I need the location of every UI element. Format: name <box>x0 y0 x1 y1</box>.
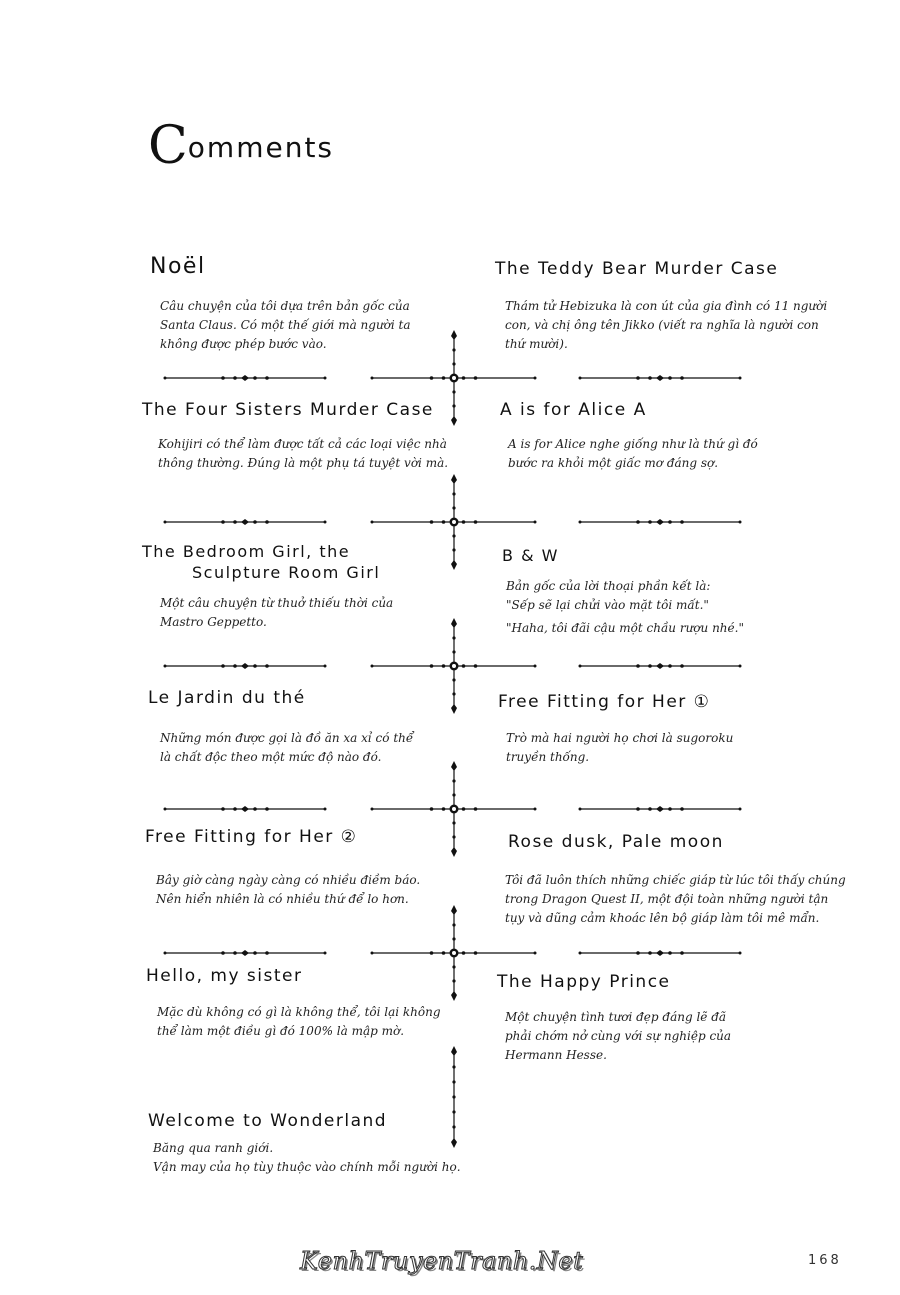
divider-dot <box>462 520 466 524</box>
divider-diamond <box>241 806 249 812</box>
comment-line: Bây giờ càng ngày càng có nhiều điềm báo. <box>156 873 421 887</box>
divider-diamond <box>656 806 664 812</box>
divider-dot <box>430 376 434 380</box>
comment-title: A is for Alice A <box>500 400 647 420</box>
comment-text <box>505 871 846 928</box>
divider-dot <box>164 521 167 524</box>
divider-diamond <box>451 618 457 628</box>
comment-line: Mastro Geppetto. <box>160 615 267 629</box>
divider-dot <box>452 1110 455 1113</box>
comment-line: Trò mà hai người họ chơi là sugoroku <box>506 731 734 745</box>
divider-dot <box>452 534 455 537</box>
comment-line: Tôi đã luôn thích những chiếc giáp từ lúc tôi thấy chúng <box>505 873 846 887</box>
divider-dot <box>534 808 537 811</box>
divider-dot <box>452 979 455 982</box>
divider-dot <box>442 376 446 380</box>
divider-dot <box>636 951 640 955</box>
divider-dot <box>452 1095 455 1098</box>
comment-title-line: The Bedroom Girl, the <box>142 542 351 561</box>
comment-line: phải chớm nở cùng với sự nghiệp của <box>505 1029 732 1043</box>
divider-dot <box>534 521 537 524</box>
comment-line: Vận may của họ tùy thuộc vào chính mỗi người họ. <box>153 1160 461 1174</box>
divider-diamond <box>451 1046 457 1056</box>
divider-dot <box>636 807 640 811</box>
divider-dot <box>324 377 327 380</box>
divider-diamond <box>451 761 457 771</box>
comment-text <box>160 729 413 767</box>
comment-line: "Sếp sẽ lại chửi vào mặt tôi mất." <box>506 598 709 612</box>
divider-dot <box>265 376 269 380</box>
comment-text <box>157 1003 441 1041</box>
divider-diamond <box>241 519 249 525</box>
comment-title: The Teddy Bear Murder Case <box>495 259 779 279</box>
divider-dot <box>636 520 640 524</box>
comment-line: Kohijiri có thể làm được tất cả các loại việc nhà <box>158 437 447 451</box>
divider-dot <box>430 520 434 524</box>
comment-line: Bản gốc của lời thoại phần kết là: <box>506 579 711 593</box>
divider-dot <box>233 951 237 955</box>
comment-title: Free Fitting for Her ② <box>145 827 358 847</box>
divider-dot <box>534 665 537 668</box>
divider-dot <box>371 952 374 955</box>
divider-dot <box>579 665 582 668</box>
divider-dot <box>371 665 374 668</box>
divider-dot <box>452 965 455 968</box>
divider-dot <box>452 548 455 551</box>
divider-dot <box>253 951 257 955</box>
divider-dot <box>579 808 582 811</box>
divider-dot <box>739 521 742 524</box>
divider-knot <box>450 949 459 958</box>
divider-dot <box>442 664 446 668</box>
divider-dot <box>534 952 537 955</box>
divider-diamond <box>451 991 457 1001</box>
divider-dot <box>534 377 537 380</box>
comment-text <box>158 435 448 473</box>
divider-dot <box>452 678 455 681</box>
divider-diamond <box>450 806 458 812</box>
comment-line: Những món được gọi là đồ ăn xa xỉ có thể <box>160 731 414 745</box>
divider-dot <box>430 807 434 811</box>
divider-dot <box>474 807 478 811</box>
divider-dot <box>462 664 466 668</box>
comment-line: Santa Claus. Có một thế giới mà người ta <box>160 318 411 332</box>
comment-line: trong Dragon Quest II, một đội toàn những người tận <box>505 892 829 906</box>
comment-line: Hermann Hesse. <box>505 1048 607 1062</box>
comment-text <box>505 297 827 354</box>
divider-dot <box>579 952 582 955</box>
comment-title: Rose dusk, Pale moon <box>508 832 724 852</box>
divider-dot <box>579 377 582 380</box>
divider-dot <box>680 664 684 668</box>
divider-dot <box>371 808 374 811</box>
divider-dot <box>371 521 374 524</box>
divider-dot <box>430 951 434 955</box>
divider-dot <box>324 808 327 811</box>
divider-dot <box>324 952 327 955</box>
comment-line: Thám tử Hebizuka là con út của gia đình có 11 người <box>505 299 828 313</box>
page-title <box>148 116 334 176</box>
divider-knot <box>450 518 459 527</box>
comment-text <box>508 435 758 473</box>
divider-diamond <box>451 560 457 570</box>
divider-dot <box>233 520 237 524</box>
comment-line: Một câu chuyện từ thuở thiếu thời của <box>160 596 394 610</box>
divider-dot <box>474 520 478 524</box>
divider-dot <box>442 520 446 524</box>
divider-dot <box>452 636 455 639</box>
divider-dot <box>474 376 478 380</box>
divider-diamond <box>451 330 457 340</box>
comment-line: bước ra khỏi một giấc mơ đáng sợ. <box>508 456 719 470</box>
divider-dot <box>648 807 652 811</box>
divider-dot <box>371 377 374 380</box>
comment-text <box>156 871 420 909</box>
divider-diamond <box>450 950 458 956</box>
divider-dot <box>739 808 742 811</box>
comment-title: B & W <box>502 546 559 565</box>
divider-dot <box>452 506 455 509</box>
divider-dot <box>636 664 640 668</box>
divider-diamond <box>451 474 457 484</box>
divider-dot <box>164 808 167 811</box>
divider-dot <box>324 521 327 524</box>
comment-line: Nên hiển nhiên là có nhiều thứ để lo hơn. <box>156 892 409 906</box>
divider-dot <box>265 520 269 524</box>
divider-dot <box>452 1080 455 1083</box>
divider-dot <box>452 692 455 695</box>
divider-diamond <box>450 519 458 525</box>
comment-title: Free Fitting for Her ① <box>498 692 711 712</box>
divider-dot <box>452 650 455 653</box>
divider-dot <box>221 664 225 668</box>
divider-dot <box>474 951 478 955</box>
comment-line: Câu chuyện của tôi dựa trên bản gốc của <box>160 299 410 313</box>
divider-dot <box>739 665 742 668</box>
divider-dot <box>164 665 167 668</box>
divider-dot <box>452 348 455 351</box>
divider-dot <box>430 664 434 668</box>
divider-dot <box>452 492 455 495</box>
comment-line: tụy và dũng cảm khoác lên bộ giáp làm tôi mê mẩn. <box>505 911 820 925</box>
comment-line: con, và chị ông tên Jikko (viết ra nghĩa là người con <box>505 318 819 332</box>
divider-dot <box>233 807 237 811</box>
divider-dot <box>668 664 672 668</box>
divider-knot <box>452 376 456 380</box>
divider-dot <box>680 807 684 811</box>
divider-dot <box>474 664 478 668</box>
comment-text <box>160 297 411 354</box>
divider-dot <box>221 807 225 811</box>
comment-title-line: Sculpture Room Girl <box>192 563 381 582</box>
comment-line: thứ mười). <box>505 337 568 351</box>
comment-line: truyền thống. <box>506 750 590 764</box>
divider-dot <box>579 521 582 524</box>
divider-dot <box>452 390 455 393</box>
divider-dot <box>668 951 672 955</box>
comment-text <box>506 577 744 638</box>
divider-dot <box>452 793 455 796</box>
divider-dot <box>680 951 684 955</box>
divider-dot <box>452 1065 455 1068</box>
comment-text <box>506 729 733 767</box>
comment-line: Mặc dù không có gì là không thể, tôi lại không <box>157 1005 441 1019</box>
divider-dot <box>221 951 225 955</box>
divider-knot <box>452 664 456 668</box>
divider-dot <box>164 377 167 380</box>
comment-text <box>505 1008 731 1065</box>
divider-diamond <box>451 847 457 857</box>
comment-title: Welcome to Wonderland <box>148 1111 388 1131</box>
divider-dot <box>668 376 672 380</box>
divider-dot <box>442 807 446 811</box>
divider-dot <box>265 951 269 955</box>
divider-dot <box>442 951 446 955</box>
divider-dot <box>452 362 455 365</box>
divider-diamond <box>451 704 457 714</box>
comment-text <box>153 1139 461 1177</box>
divider-dot <box>648 520 652 524</box>
divider-diamond <box>241 375 249 381</box>
divider-diamond <box>656 950 664 956</box>
comment-line: A is for Alice nghe giống như là thứ gì đó <box>508 437 758 451</box>
divider-dot <box>668 807 672 811</box>
divider-dot <box>452 404 455 407</box>
comment-line: là chất độc theo một mức độ nào đó. <box>160 750 382 764</box>
divider-dot <box>452 779 455 782</box>
comment-line: "Haha, tôi đãi cậu một chầu rượu nhé." <box>506 621 744 635</box>
divider-dot <box>648 664 652 668</box>
divider-dot <box>253 520 257 524</box>
comment-line: thể làm một điều gì đó 100% là mập mờ. <box>157 1024 405 1038</box>
divider-dot <box>221 520 225 524</box>
divider-dot <box>324 665 327 668</box>
divider-knot <box>450 374 459 383</box>
comment-title: The Four Sisters Murder Case <box>142 400 434 420</box>
page-title-initial: C <box>148 116 190 176</box>
divider-dot <box>164 952 167 955</box>
divider-dot <box>680 376 684 380</box>
divider-diamond <box>241 950 249 956</box>
divider-diamond <box>450 375 458 381</box>
divider-dot <box>452 923 455 926</box>
divider-dot <box>636 376 640 380</box>
divider-dot <box>452 1125 455 1128</box>
comment-title: The Happy Prince <box>497 972 671 992</box>
comment-title <box>142 541 380 583</box>
divider-knot <box>452 520 456 524</box>
divider-dot <box>648 376 652 380</box>
divider-diamond <box>656 663 664 669</box>
page-title-rest: omments <box>187 131 335 164</box>
divider-dot <box>265 807 269 811</box>
divider-dot <box>462 376 466 380</box>
comment-title: Noël <box>150 254 206 279</box>
divider-dot <box>668 520 672 524</box>
comment-text <box>160 594 393 632</box>
comment-title: Hello, my sister <box>146 966 303 986</box>
divider-knot <box>452 951 456 955</box>
divider-diamond <box>241 663 249 669</box>
divider-diamond <box>451 416 457 426</box>
divider-dot <box>462 951 466 955</box>
divider-dot <box>648 951 652 955</box>
divider-dot <box>462 807 466 811</box>
divider-diamond <box>656 375 664 381</box>
divider-dot <box>265 664 269 668</box>
divider-dot <box>253 664 257 668</box>
divider-knot <box>450 805 459 814</box>
divider-dot <box>452 835 455 838</box>
divider-dot <box>452 937 455 940</box>
comment-line: không được phép bước vào. <box>160 337 327 351</box>
comment-line: Một chuyện tình tươi đẹp đáng lẽ đã <box>505 1010 727 1024</box>
divider-dot <box>233 376 237 380</box>
divider-diamond <box>451 905 457 915</box>
divider-dot <box>452 821 455 824</box>
divider-dot <box>739 377 742 380</box>
divider-dot <box>253 807 257 811</box>
divider-diamond <box>450 663 458 669</box>
divider-dot <box>739 952 742 955</box>
comment-line: Băng qua ranh giới. <box>153 1141 274 1155</box>
watermark-logo: KenhTruyenTranh.Net <box>300 1247 584 1275</box>
divider-dot <box>221 376 225 380</box>
divider-knot <box>452 807 456 811</box>
page-number: 168 <box>808 1253 842 1268</box>
divider-dot <box>253 376 257 380</box>
divider-dot <box>680 520 684 524</box>
comment-title: Le Jardin du thé <box>148 688 306 708</box>
divider-dot <box>233 664 237 668</box>
divider-knot <box>450 662 459 671</box>
comment-line: thông thường. Đúng là một phụ tá tuyệt vời mà. <box>158 456 449 470</box>
divider-diamond <box>656 519 664 525</box>
